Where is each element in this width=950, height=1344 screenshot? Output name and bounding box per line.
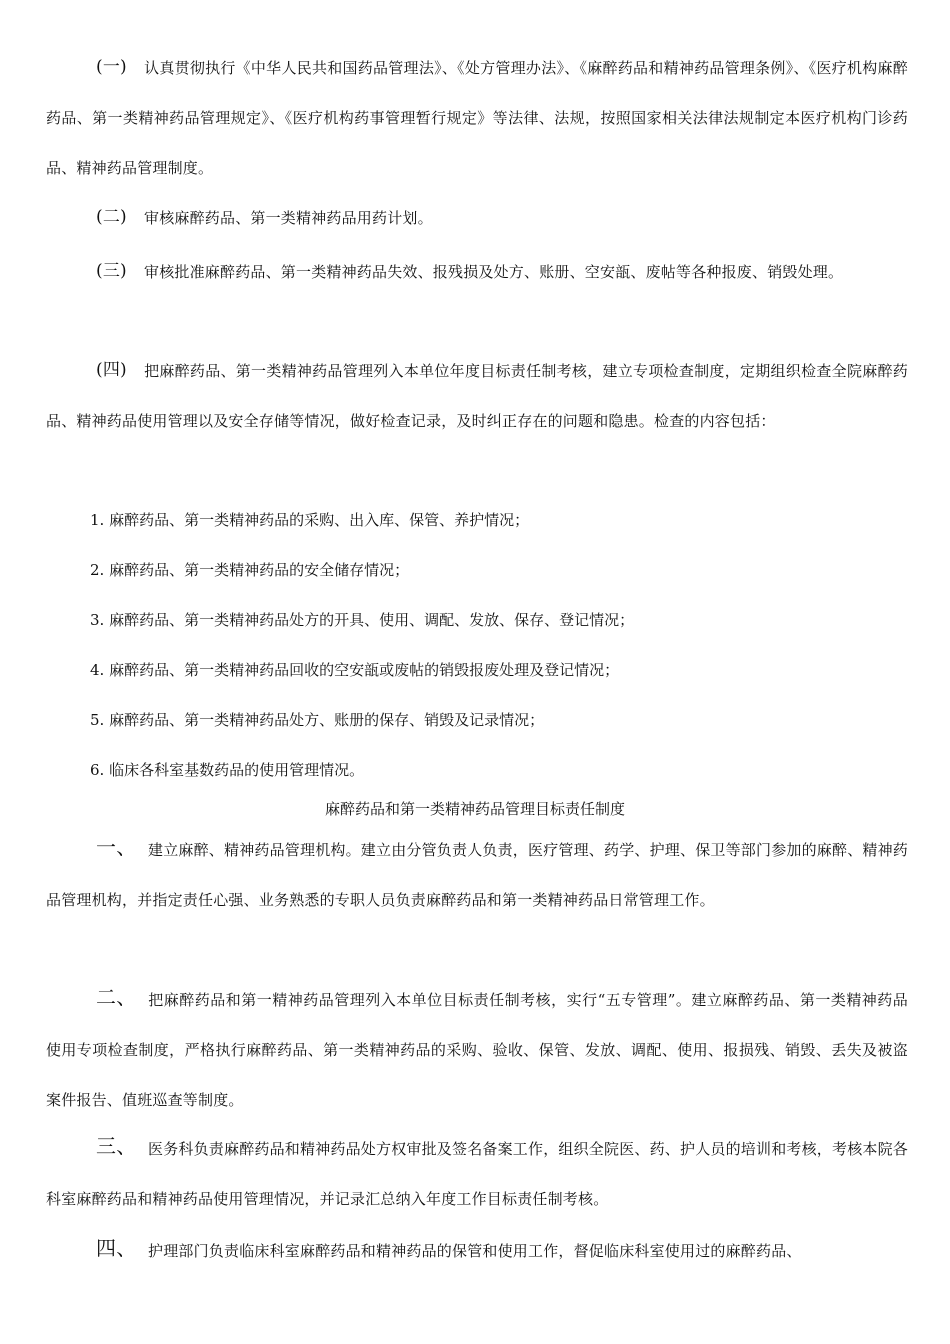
- paragraph-6: [46, 972, 908, 1125]
- paragraph-marker: (三): [96, 261, 127, 281]
- paragraph-text: 审核批准麻醉药品、第一类精神药品失效、报残损及处方、账册、空安瓿、废帖等各种报废、销毁处理。: [144, 263, 844, 281]
- paragraph-3: [46, 246, 908, 297]
- paragraph-text: 医务科负责麻醉药品和精神药品处方权审批及签名备案工作，组织全院医、药、护人员的培训和考核，考核本院各科室麻醉药品和精神药品使用管理情况，并记录汇总纳入年度工作目标责任制考核。: [46, 1140, 909, 1208]
- list-item: 1. 麻醉药品、第一类精神药品的采购、出入库、保管、养护情况；: [90, 511, 530, 529]
- paragraph-text: 护理部门负责临床科室麻醉药品和精神药品的保管和使用工作，督促临床科室使用过的麻醉药品、: [148, 1242, 802, 1260]
- list-item: 2. 麻醉药品、第一类精神药品的安全储存情况；: [90, 561, 410, 579]
- paragraph-8: [46, 1223, 908, 1276]
- paragraph-text: 把麻醉药品、第一类精神药品管理列入本单位年度目标责任制考核，建立专项检查制度，定期组织检查全院麻醉药品、精神药品使用管理以及安全存储等情况，做好检查记录，及时纠正存在的问题和隐患。检查的内容包括：: [46, 362, 908, 430]
- list-item: 3. 麻醉药品、第一类精神药品处方的开具、使用、调配、发放、保存、登记情况；: [90, 611, 635, 629]
- list-item: 6. 临床各科室基数药品的使用管理情况。: [90, 761, 365, 779]
- paragraph-5: [46, 822, 908, 925]
- paragraph-marker: (四): [96, 360, 127, 380]
- list-item: 5. 麻醉药品、第一类精神药品处方、账册的保存、销毁及记录情况；: [90, 711, 545, 729]
- paragraph-2: [46, 192, 908, 243]
- paragraph-marker: 一、: [96, 835, 137, 859]
- section-title: 麻醉药品和第一类精神药品管理目标责任制度: [324, 800, 625, 818]
- paragraph-7: [46, 1121, 908, 1224]
- paragraph-text: 把麻醉药品和第一精神药品管理列入本单位目标责任制考核，实行“五专管理”。建立麻醉药品、第一类精神药品使用专项检查制度，严格执行麻醉药品、第一类精神药品的采购、验收、保管、发放、调配、使用、报损残、销毁、丢失及被盗案件报告、值班巡查等制度。: [46, 991, 908, 1109]
- paragraph-4: [46, 345, 908, 446]
- paragraph-marker: 二、: [96, 985, 137, 1009]
- paragraph-marker: (一): [96, 57, 127, 77]
- paragraph-marker: 三、: [96, 1134, 137, 1158]
- paragraph-marker: 四、: [96, 1236, 137, 1260]
- paragraph-marker: (二): [96, 207, 127, 227]
- paragraph-1: [46, 42, 908, 193]
- paragraph-text: 认真贯彻执行《中华人民共和国药品管理法》、《处方管理办法》、《麻醉药品和精神药品管理条例》、《医疗机构麻醉药品、第一类精神药品管理规定》、《医疗机构药事管理暂行规定》等法律、法规，按照国家相关法律法规制定本医疗机构门诊药品、精神药品管理制度。: [46, 59, 908, 177]
- paragraph-text: 审核麻醉药品、第一类精神药品用药计划。: [144, 209, 433, 227]
- paragraph-text: 建立麻醉、精神药品管理机构。建立由分管负责人负责，医疗管理、药学、护理、保卫等部门参加的麻醉、精神药品管理机构，并指定责任心强、业务熟悉的专职人员负责麻醉药品和第一类精神药品日常管理工作。: [46, 841, 909, 909]
- list-item: 4. 麻醉药品、第一类精神药品回收的空安瓿或废帖的销毁报废处理及登记情况；: [90, 661, 620, 679]
